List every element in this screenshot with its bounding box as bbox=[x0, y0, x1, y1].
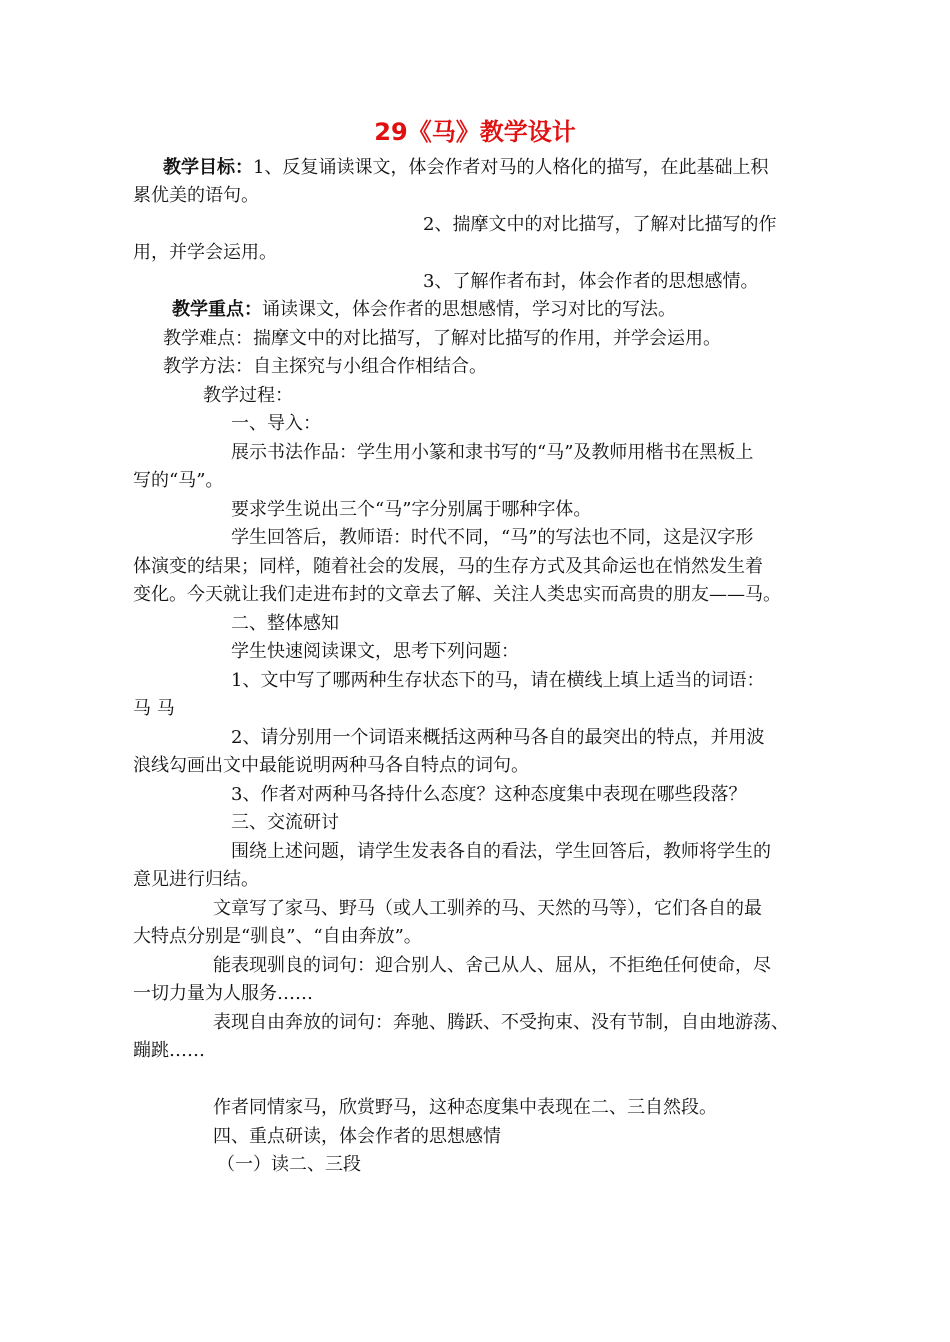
paragraph-line: 教学难点：揣摩文中的对比描写，了解对比描写的作用，并学会运用。 bbox=[163, 328, 721, 349]
paragraph-line: 2、揣摩文中的对比描写，了解对比描写的作 bbox=[423, 214, 777, 235]
key-point-label: 教学重点： bbox=[172, 299, 262, 320]
paragraph-line: 围绕上述问题，请学生发表各自的看法，学生回答后，教师将学生的 bbox=[231, 841, 771, 862]
paragraph-line: 学生快速阅读课文，思考下列问题： bbox=[231, 641, 519, 662]
paragraph-line: 用，并学会运用。 bbox=[133, 242, 277, 263]
paragraph-line: 1、文中写了哪两种生存状态下的马，请在横线上填上适当的词语： bbox=[231, 670, 765, 691]
paragraph-line: 教学方法：自主探究与小组合作相结合。 bbox=[163, 356, 487, 377]
paragraph-line: 蹦跳…… bbox=[133, 1040, 205, 1061]
paragraph-line: 变化。今天就让我们走进布封的文章去了解、关注人类忠实而高贵的朋友——马。 bbox=[133, 584, 781, 605]
paragraph-line: 学生回答后，教师语：时代不同，“马”的写法也不同，这是汉字形 bbox=[231, 527, 754, 548]
paragraph-line: 展示书法作品：学生用小篆和隶书写的“马”及教师用楷书在黑板上 bbox=[231, 442, 754, 463]
paragraph-line: 大特点分别是“驯良”、“自由奔放”。 bbox=[133, 926, 422, 947]
paragraph-line: 文章写了家马、野马（或人工驯养的马、天然的马等），它们各自的最 bbox=[213, 898, 762, 919]
paragraph-line: 累优美的语句。 bbox=[133, 185, 259, 206]
section-heading: 一、导入： bbox=[231, 413, 321, 434]
paragraph-line: 教学重点：诵读课文，体会作者的思想感情，学习对比的写法。 bbox=[172, 299, 676, 320]
section-heading: 三、交流研讨 bbox=[231, 812, 339, 833]
paragraph-line: 能表现驯良的词句：迎合别人、舍己从人、屈从，不拒绝任何使命，尽 bbox=[213, 955, 771, 976]
paragraph-line: 教学过程： bbox=[203, 385, 293, 406]
paragraph-line: 浪线勾画出文中最能说明两种马各自特点的词句。 bbox=[133, 755, 529, 776]
objective-label: 教学目标： bbox=[163, 157, 253, 178]
paragraph-line: 马 马 bbox=[133, 698, 175, 719]
section-heading: 二、整体感知 bbox=[231, 613, 339, 634]
paragraph-line: 教学目标：1、反复诵读课文，体会作者对马的人格化的描写，在此基础上积 bbox=[163, 157, 769, 178]
subsection-heading: （一）读二、三段 bbox=[217, 1154, 361, 1175]
paragraph-line: 意见进行归结。 bbox=[133, 869, 259, 890]
paragraph-line: 3、了解作者布封，体会作者的思想感情。 bbox=[423, 271, 759, 292]
paragraph-line: 表现自由奔放的词句：奔驰、腾跃、不受拘束、没有节制，自由地游荡、 bbox=[213, 1012, 789, 1033]
paragraph-line: 体演变的结果；同样，随着社会的发展，马的生存方式及其命运也在悄然发生着 bbox=[133, 556, 763, 577]
document-title: 29《马》教学设计 bbox=[374, 118, 576, 146]
paragraph-line: 3、作者对两种马各持什么态度？这种态度集中表现在哪些段落？ bbox=[231, 784, 747, 805]
paragraph-line: 写的“马”。 bbox=[133, 470, 224, 491]
paragraph-line: 要求学生说出三个“马”字分别属于哪种字体。 bbox=[231, 499, 592, 520]
paragraph-line: 2、请分别用一个词语来概括这两种马各自的最突出的特点，并用波 bbox=[231, 727, 765, 748]
paragraph-line: 一切力量为人服务…… bbox=[133, 983, 313, 1004]
section-heading: 四、重点研读，体会作者的思想感情 bbox=[213, 1126, 501, 1147]
paragraph-line: 作者同情家马，欣赏野马，这种态度集中表现在二、三自然段。 bbox=[213, 1097, 717, 1118]
